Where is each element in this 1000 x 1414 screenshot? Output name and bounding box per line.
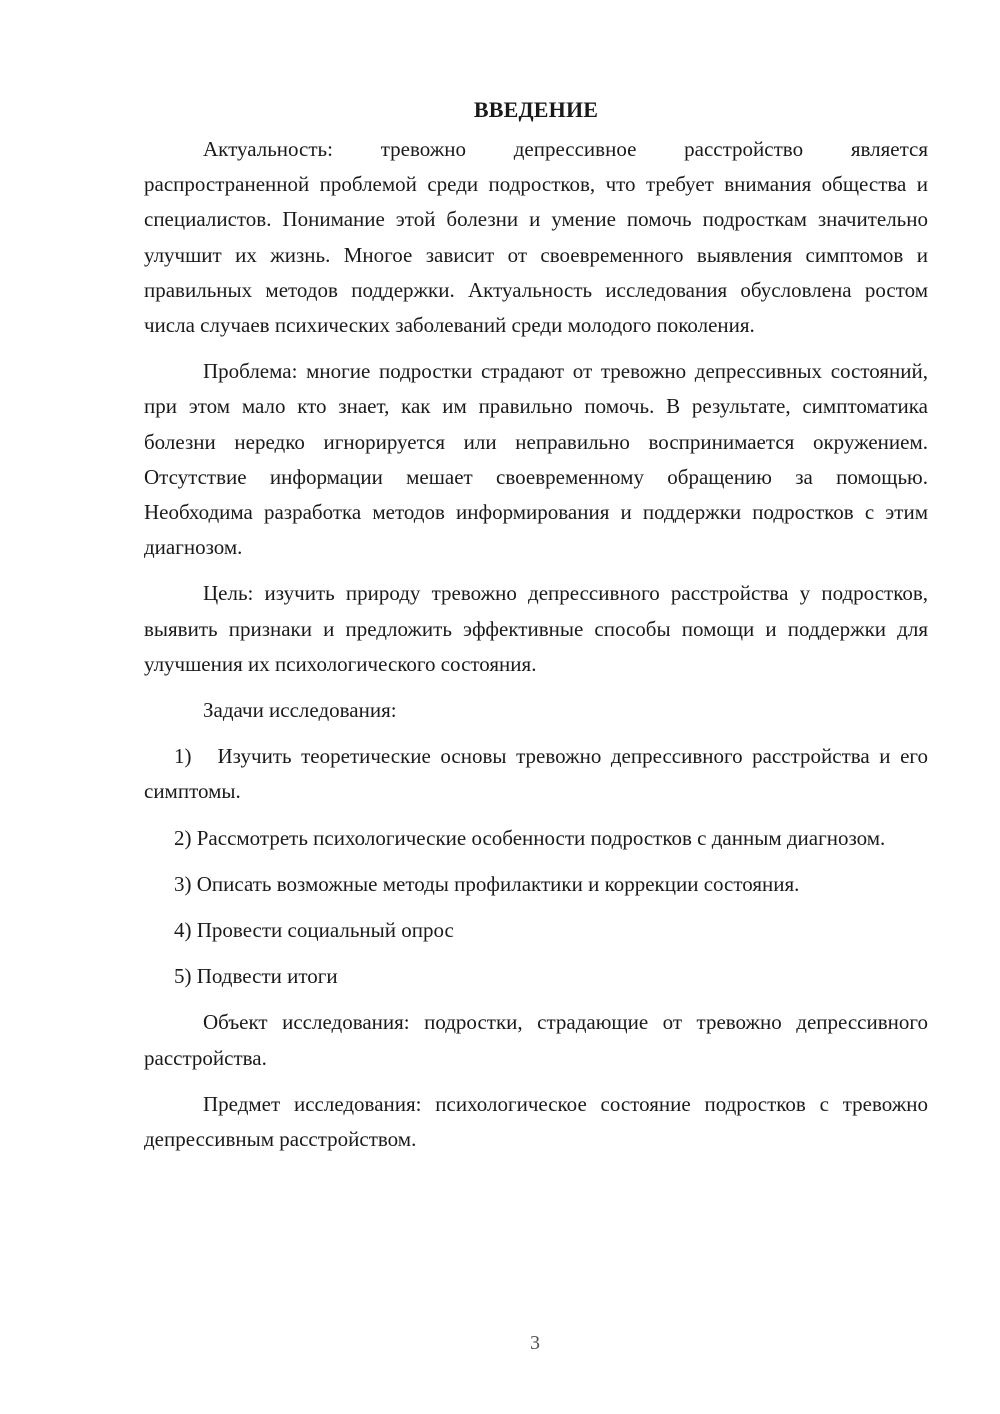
task-item-1 [144, 739, 928, 809]
task-item-5 [144, 959, 928, 994]
paragraph-subject: Предмет исследования: психологическое состояние подростков с тревожно депрессивным расстройством. [144, 1091, 928, 1152]
tasks-heading: Задачи исследования: [203, 698, 397, 723]
task-number: 4) [174, 918, 192, 943]
task-text: Рассмотреть психологические особенности подростков с данным диагнозом. [196, 825, 886, 850]
task-number: 2) [174, 825, 192, 850]
task-item-2 [144, 821, 928, 856]
paragraph-object: Объект исследования: подростки, страдающие от тревожно депрессивного расстройства. [144, 1010, 928, 1070]
paragraph-problem: Проблема: многие подростки страдают от тревожно депрессивных состояний, при этом мало кто знает, как им правильно помочь. В результате, симптоматика болезни нередко игнорируется или неправильно воспринимается окружением. Отсутствие информации мешает своевременному обращению за помощью. Необходима разработка методов информирования и поддержки подростков с этим диагнозом. [144, 359, 928, 560]
task-text: Провести социальный опрос [196, 918, 454, 943]
paragraph-relevance: Актуальность: тревожно депрессивное расстройство является распространенной проблемой среди подростков, что требует внимания общества и специалистов. Понимание этой болезни и умение помочь подросткам значительно улучшит их жизнь. Многое зависит от своевременного выявления симптомов и правильных методов поддержки. Актуальность исследования обусловлена ростом числа случаев психических заболеваний среди молодого поколения. [144, 137, 928, 338]
task-text: Подвести итоги [196, 964, 338, 989]
page-title: ВВЕДЕНИЕ [473, 97, 599, 122]
document-page [144, 92, 928, 1168]
task-item-3 [144, 867, 928, 902]
task-text: Изучить теоретические основы тревожно депрессивного расстройства и его симптомы. [144, 744, 928, 804]
task-number: 1) [174, 744, 192, 769]
task-number: 3) [174, 871, 192, 896]
page-number: 3 [530, 1332, 540, 1354]
task-number: 5) [174, 964, 192, 989]
task-item-4 [144, 913, 928, 948]
paragraph-goal: Цель: изучить природу тревожно депрессивного расстройства у подростков, выявить признаки и предложить эффективные способы помощи и поддержки для улучшения их психологического состояния. [144, 581, 928, 676]
task-text: Описать возможные методы профилактики и коррекции состояния. [196, 871, 800, 896]
